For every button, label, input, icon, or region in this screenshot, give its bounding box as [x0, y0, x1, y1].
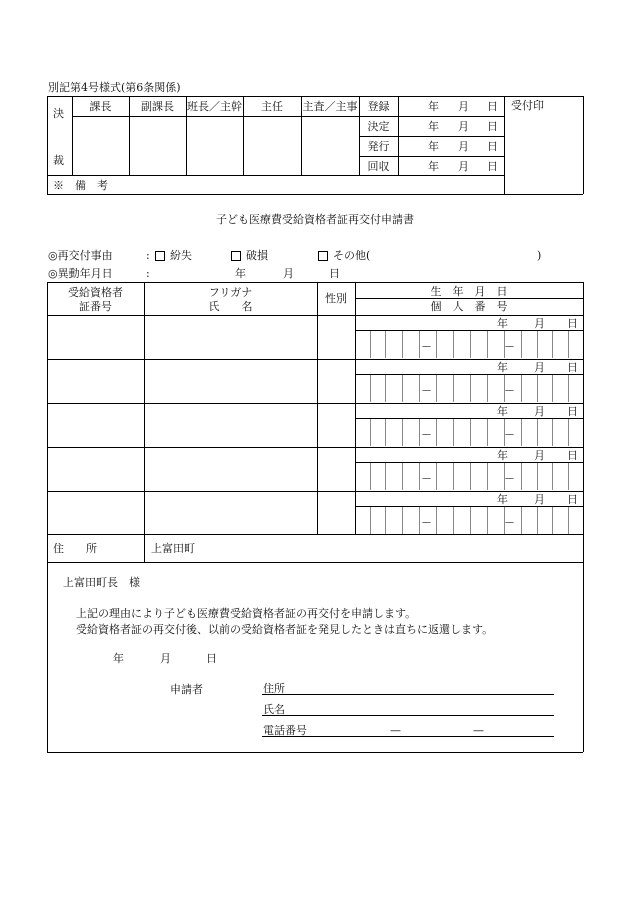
field-address-line[interactable] — [262, 694, 554, 695]
stage-date-year: 年 — [428, 100, 439, 113]
stage-date-day: 日 — [487, 100, 498, 113]
change-date-month: 月 — [283, 267, 294, 280]
personal-number-digit-cell — [436, 331, 437, 358]
personal-number-digit-cell — [552, 463, 553, 490]
personal-number-digit-cell — [453, 375, 454, 402]
role-kacho: 課長 — [89, 100, 112, 113]
personal-number-digit-cell — [521, 463, 522, 490]
statement-line2: 受給資格者証の再交付後、以前の受給資格者証を発見したときは直ちに返還します。 — [76, 623, 494, 636]
checkbox-damaged[interactable] — [231, 251, 241, 261]
checkbox-other[interactable] — [318, 251, 328, 261]
address-label: 住 所 — [53, 542, 97, 555]
change-date-day: 日 — [329, 267, 340, 280]
personal-number-dash: — — [422, 474, 431, 484]
personal-number-digit-cell — [521, 419, 522, 446]
personal-number-digit-cell — [385, 375, 386, 402]
birth-day-unit: 日 — [567, 493, 578, 506]
personal-number-digit-cell — [487, 375, 488, 402]
personal-number-digit-cell — [385, 507, 386, 534]
personal-number-dash: — — [505, 430, 514, 440]
field-address-label: 住所 — [263, 682, 285, 695]
col-birthdate: 生 年 月 日 — [430, 285, 508, 298]
personal-number-digit-cell — [487, 331, 488, 358]
personal-number-digit-cell — [552, 507, 553, 534]
personal-number-digit-cell — [537, 463, 538, 490]
birth-day-unit: 日 — [567, 449, 578, 462]
statement-line1: 上記の理由により子ども医療費受給資格者証の再交付を申請します。 — [76, 607, 417, 620]
stage-date-day: 日 — [487, 160, 498, 173]
reason-label: ◎再交付事由 — [48, 249, 113, 262]
sex-cell[interactable] — [318, 360, 354, 403]
stage-date-month: 月 — [458, 160, 469, 173]
birth-day-unit: 日 — [567, 405, 578, 418]
cert-number-cell[interactable] — [48, 492, 143, 535]
checkbox-lost[interactable] — [155, 251, 165, 261]
row-birth-separator — [355, 506, 583, 507]
stage-kettei: 決定 — [367, 120, 390, 133]
name-cell[interactable] — [145, 492, 316, 535]
addressee: 上富田町長 様 — [63, 576, 140, 589]
field-phone-label: 電話番号 — [263, 724, 307, 737]
kessai-char-1: 決 — [53, 107, 64, 120]
personal-number-digit-cell — [568, 419, 569, 446]
sex-cell[interactable] — [318, 316, 354, 359]
stage-toroku: 登録 — [367, 100, 390, 113]
row-birth-separator — [355, 418, 583, 419]
personal-number-digit-cell — [470, 331, 471, 358]
personal-number-digit-cell — [385, 463, 386, 490]
personal-number-digit-cell — [521, 331, 522, 358]
birth-month-unit: 月 — [534, 317, 545, 330]
personal-number-digit-cell — [419, 375, 420, 402]
row-birth-separator — [355, 330, 583, 331]
document-title: 子ども医療費受給資格者証再交付申請書 — [216, 213, 414, 226]
personal-number-digit-cell — [487, 463, 488, 490]
role-fukukacho: 副課長 — [141, 100, 174, 113]
stage-date-day: 日 — [487, 120, 498, 133]
personal-number-digit-cell — [419, 331, 420, 358]
stage-date-year: 年 — [428, 140, 439, 153]
sex-cell[interactable] — [318, 404, 354, 447]
personal-number-digit-cell — [453, 463, 454, 490]
stage-date-year: 年 — [428, 160, 439, 173]
personal-number-digit-cell — [453, 331, 454, 358]
col-personal-number: 個 人 番 号 — [430, 300, 508, 313]
reason-colon: : — [146, 249, 150, 262]
personal-number-digit-cell — [402, 331, 403, 358]
personal-number-digit-cell — [419, 507, 420, 534]
col-furigana: フリガナ — [208, 286, 253, 299]
personal-number-digit-cell — [385, 419, 386, 446]
name-cell[interactable] — [145, 360, 316, 403]
field-name-label: 氏名 — [263, 703, 285, 716]
phone-dash-1: — — [390, 724, 401, 737]
kessai-char-2: 裁 — [53, 154, 64, 167]
birth-year-unit: 年 — [497, 361, 508, 374]
personal-number-digit-cell — [436, 507, 437, 534]
stage-date-month: 月 — [458, 120, 469, 133]
birth-year-unit: 年 — [497, 493, 508, 506]
cert-number-cell[interactable] — [48, 360, 143, 403]
personal-number-digit-cell — [385, 331, 386, 358]
col-sex: 性別 — [325, 292, 347, 305]
personal-number-digit-cell — [470, 507, 471, 534]
form-label: 別記第4号様式(第6条関係) — [48, 81, 181, 94]
sex-cell[interactable] — [318, 492, 354, 535]
personal-number-digit-cell — [552, 419, 553, 446]
personal-number-digit-cell — [568, 463, 569, 490]
personal-number-dash: — — [422, 518, 431, 528]
stage-date-month: 月 — [458, 100, 469, 113]
birth-day-unit: 日 — [567, 361, 578, 374]
personal-number-digit-cell — [402, 375, 403, 402]
stage-date-day: 日 — [487, 140, 498, 153]
name-cell[interactable] — [145, 316, 316, 359]
personal-number-digit-cell — [537, 419, 538, 446]
personal-number-digit-cell — [568, 375, 569, 402]
stamp-label: 受付印 — [511, 99, 544, 112]
personal-number-dash: — — [505, 518, 514, 528]
personal-number-digit-cell — [470, 419, 471, 446]
role-shusa: 主査／主事 — [302, 100, 358, 113]
letter-date-day: 日 — [206, 652, 217, 665]
personal-number-dash: — — [422, 430, 431, 440]
personal-number-digit-cell — [453, 507, 454, 534]
change-date-colon: : — [146, 267, 150, 280]
birth-month-unit: 月 — [534, 361, 545, 374]
personal-number-digit-cell — [521, 507, 522, 534]
option-other: その他( — [333, 249, 371, 262]
personal-number-digit-cell — [402, 419, 403, 446]
personal-number-digit-cell — [552, 331, 553, 358]
birth-day-unit: 日 — [567, 317, 578, 330]
field-name-line[interactable] — [262, 715, 554, 716]
personal-number-digit-cell — [370, 375, 371, 402]
address-value: 上富田町 — [151, 542, 195, 555]
personal-number-dash: — — [422, 386, 431, 396]
personal-number-digit-cell — [436, 419, 437, 446]
role-hancho: 班長／主幹 — [187, 100, 242, 113]
field-phone-line[interactable] — [262, 736, 554, 737]
stage-date-year: 年 — [428, 120, 439, 133]
stage-date-month: 月 — [458, 140, 469, 153]
birth-year-unit: 年 — [497, 317, 508, 330]
option-lost: 紛失 — [170, 249, 192, 262]
birth-month-unit: 月 — [534, 405, 545, 418]
cert-number-cell[interactable] — [48, 316, 143, 359]
personal-number-digit-cell — [370, 507, 371, 534]
other-close-paren: ) — [537, 249, 542, 262]
personal-number-digit-cell — [487, 507, 488, 534]
personal-number-dash: — — [505, 474, 514, 484]
personal-number-digit-cell — [521, 375, 522, 402]
role-shunin: 主任 — [261, 100, 283, 113]
personal-number-digit-cell — [537, 331, 538, 358]
applicant-label: 申請者 — [170, 683, 203, 696]
personal-number-digit-cell — [470, 375, 471, 402]
birth-month-unit: 月 — [534, 493, 545, 506]
personal-number-digit-cell — [370, 331, 371, 358]
personal-number-digit-cell — [453, 419, 454, 446]
personal-number-digit-cell — [537, 375, 538, 402]
cert-number-cell[interactable] — [48, 404, 143, 447]
birth-year-unit: 年 — [497, 449, 508, 462]
birth-year-unit: 年 — [497, 405, 508, 418]
personal-number-dash: — — [505, 386, 514, 396]
col-cert-line1: 受給資格者 — [68, 286, 123, 299]
personal-number-digit-cell — [436, 463, 437, 490]
change-date-label: ◎異動年月日 — [48, 267, 113, 280]
personal-number-dash: — — [422, 342, 431, 352]
personal-number-dash: — — [505, 342, 514, 352]
col-cert-line2: 証番号 — [79, 300, 112, 313]
personal-number-digit-cell — [419, 463, 420, 490]
letter-date-year: 年 — [113, 652, 124, 665]
stage-hakko: 発行 — [367, 140, 390, 153]
personal-number-digit-cell — [568, 507, 569, 534]
col-name: 氏 名 — [208, 300, 253, 313]
personal-number-digit-cell — [370, 463, 371, 490]
cert-number-cell[interactable] — [48, 448, 143, 491]
personal-number-digit-cell — [402, 507, 403, 534]
row-birth-separator — [355, 374, 583, 375]
personal-number-digit-cell — [402, 463, 403, 490]
personal-number-digit-cell — [470, 463, 471, 490]
personal-number-digit-cell — [419, 419, 420, 446]
personal-number-digit-cell — [487, 419, 488, 446]
option-damaged: 破損 — [246, 249, 268, 262]
personal-number-digit-cell — [436, 375, 437, 402]
personal-number-digit-cell — [537, 507, 538, 534]
birth-month-unit: 月 — [534, 449, 545, 462]
name-cell[interactable] — [145, 404, 316, 447]
name-cell[interactable] — [145, 448, 316, 491]
personal-number-digit-cell — [568, 331, 569, 358]
phone-dash-2: — — [473, 724, 484, 737]
remarks-label: ※ 備 考 — [53, 179, 108, 192]
sex-cell[interactable] — [318, 448, 354, 491]
change-date-year: 年 — [235, 267, 246, 280]
personal-number-digit-cell — [552, 375, 553, 402]
personal-number-digit-cell — [370, 419, 371, 446]
row-birth-separator — [355, 462, 583, 463]
letter-date-month: 月 — [160, 652, 171, 665]
stage-kaishu: 回収 — [367, 160, 390, 173]
